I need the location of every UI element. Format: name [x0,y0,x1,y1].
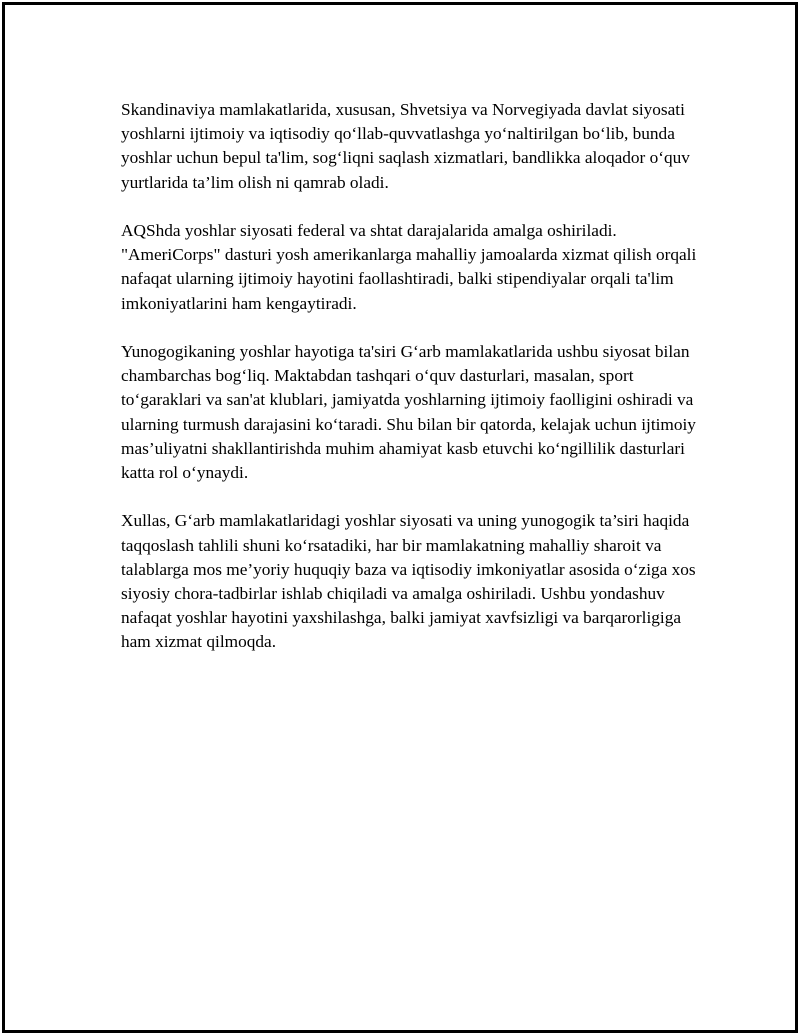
paragraph-conclusion: Xullas, G‘arb mamlakatlaridagi yoshlar siyosati va uning yunogogik ta’siri haqida taqqoslash tahlili shuni ko‘rsatadiki, har bir mamlakatning mahalliy sharoit va talablarga mos me’yoriy huquqiy baza va iqtisodiy imkoniyatlar asosida o‘ziga xos siyosiy chora-tadbirlar ishlab chiqiladi va amalga oshiriladi. Ushbu yondashuv nafaqat yoshlar hayotini yaxshilashga, balki jamiyat xavfsizligi va barqarorligiga ham xizmat qilmoqda. [121,511,696,652]
paragraph-usa: AQShda yoshlar siyosati federal va shtat darajalarida amalga oshiriladi. "AmeriCorps" dasturi yosh amerikanlarga mahalliy jamoalarda xizmat qilish orqali nafaqat ularning ijtimoiy hayotini faollashtiradi, balki stipendiyalar orqali ta'lim imkoniyatlarini ham kengaytiradi. [121,221,697,313]
paragraph-scandinavia: Skandinaviya mamlakatlarida, xususan, Shvetsiya va Norvegiyada davlat siyosati yoshlarni ijtimoiy va iqtisodiy qo‘llab-quvvatlashga yo‘naltirilgan bo‘lib, bunda yoshlar uchun bepul ta'lim, sog‘liqni saqlash xizmatlari, bandlikka aloqador o‘quv yurtlarida ta’lim olish ni qamrab oladi. [121,100,690,192]
document-body [121,98,701,679]
paragraph-youth-pedagogy: Yunogogikaning yoshlar hayotiga ta'siri G‘arb mamlakatlarida ushbu siyosat bilan chambarchas bog‘liq. Maktabdan tashqari o‘quv dasturlari, masalan, sport to‘garaklari va san'at klublari, jamiyatda yoshlarning ijtimoiy faolligini oshiradi va ularning turmush darajasini ko‘taradi. Shu bilan bir qatorda, kelajak uchun ijtimoiy mas’uliyatni shakllantirishda muhim ahamiyat kasb etuvchi ko‘ngillilik dasturlari katta rol o‘ynaydi. [121,342,696,483]
page-frame [2,2,798,1033]
